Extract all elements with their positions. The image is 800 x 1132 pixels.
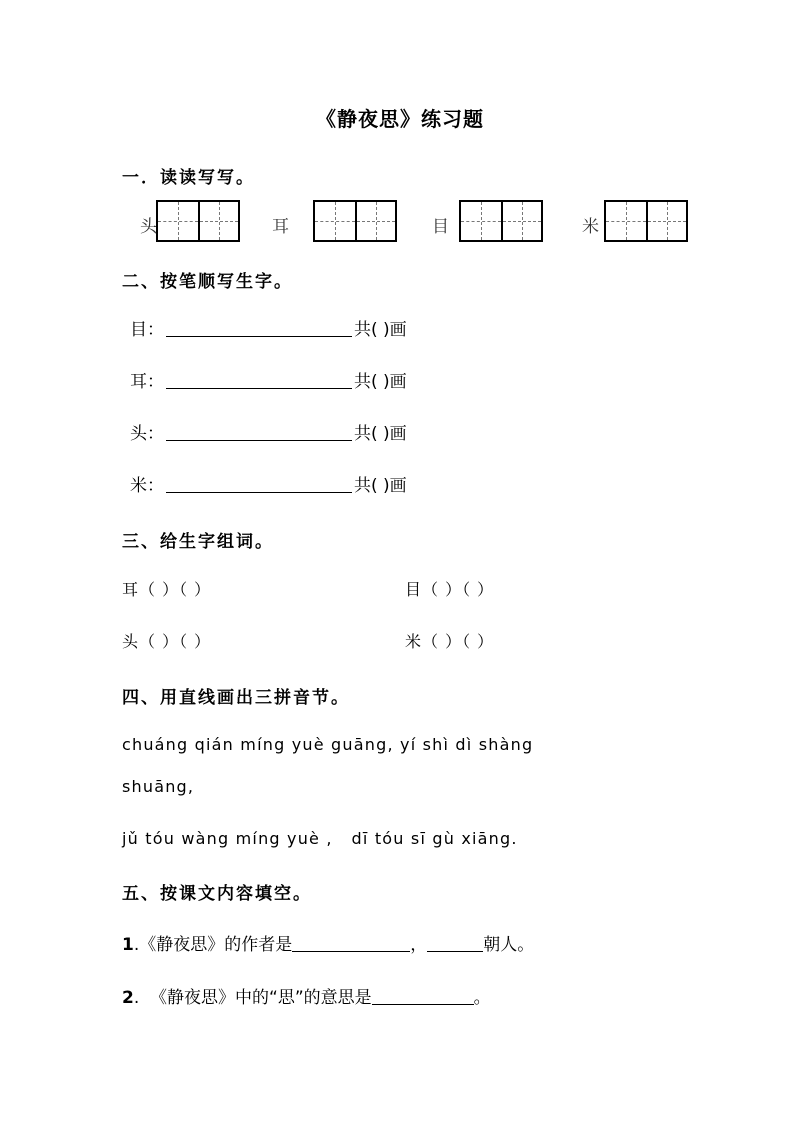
section-3-heading: 三、给生字组词。 [122, 532, 274, 552]
section-4-heading: 四、用直线画出三拼音节。 [122, 688, 350, 708]
stroke-char: 米： [130, 476, 164, 496]
section-1-heading: 一．读读写写。 [122, 168, 255, 188]
stroke-order-row [130, 368, 407, 392]
word-group-item[interactable]: 头（ ）（ ） [122, 632, 212, 651]
grid-char: 耳 [272, 217, 289, 237]
tian-grid-box[interactable] [604, 200, 688, 242]
word-group-item[interactable]: 耳（ ）（ ） [122, 580, 212, 599]
stroke-char: 耳： [130, 372, 164, 392]
fill-question-2 [122, 983, 491, 1008]
stroke-blank[interactable] [166, 474, 352, 493]
word-group-item[interactable]: 目（ ）（ ） [405, 580, 495, 599]
question-number: 1 [122, 935, 134, 955]
page-title: 《静夜思》练习题 [316, 107, 484, 131]
grid-char: 米 [582, 217, 599, 237]
stroke-blank[interactable] [166, 318, 352, 337]
grid-char: 目 [432, 217, 449, 237]
question-end: 朝人。 [483, 935, 535, 955]
pinyin-line: chuáng qián míng yuè guāng, yí shì dì shàng [122, 735, 534, 754]
tian-grid-box[interactable] [313, 200, 397, 242]
stroke-count: 共( )画 [354, 372, 407, 392]
stroke-count: 共( )画 [354, 424, 407, 444]
stroke-char: 头： [130, 424, 164, 444]
grid-char: 头 [140, 217, 157, 237]
stroke-char: 目： [130, 320, 164, 340]
fill-question-1 [122, 930, 534, 955]
answer-blank[interactable] [372, 986, 474, 1005]
answer-blank[interactable] [292, 933, 410, 952]
question-text: . 《静夜思》中的“思”的意思是 [133, 988, 372, 1008]
section-2-heading: 二、按笔顺写生字。 [122, 272, 293, 292]
question-text: .《静夜思》的作者是 [133, 935, 293, 955]
stroke-order-row [130, 420, 407, 444]
stroke-blank[interactable] [166, 422, 352, 441]
stroke-order-row [130, 316, 407, 340]
word-group-item[interactable]: 米（ ）（ ） [405, 632, 495, 651]
question-end: 。 [473, 988, 491, 1008]
stroke-blank[interactable] [166, 370, 352, 389]
pinyin-line: shuāng, [122, 777, 195, 796]
question-separator: ， [410, 935, 428, 955]
pinyin-line: jǔ tóu wàng míng yuè , dī tóu sī gù xiāng. [122, 829, 518, 848]
stroke-count: 共( )画 [354, 476, 407, 496]
stroke-order-row [130, 472, 407, 496]
stroke-count: 共( )画 [354, 320, 407, 340]
question-number: 2 [122, 988, 134, 1008]
tian-grid-box[interactable] [156, 200, 240, 242]
tian-grid-box[interactable] [459, 200, 543, 242]
answer-blank[interactable] [427, 933, 483, 952]
section-5-heading: 五、按课文内容填空。 [122, 884, 312, 904]
